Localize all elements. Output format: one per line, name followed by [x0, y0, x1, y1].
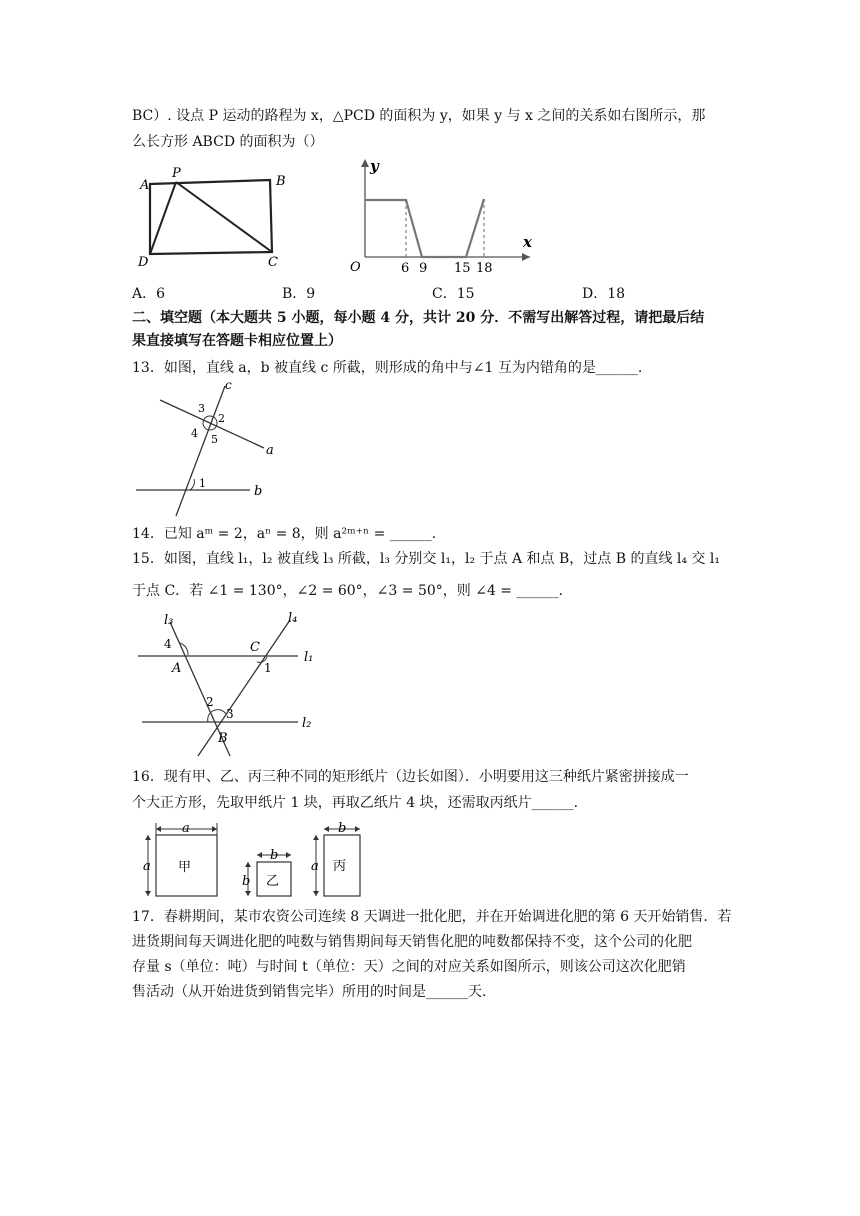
q16-figure	[135, 815, 375, 905]
graph-tick-15: 15	[454, 261, 471, 276]
graph-tick-18: 18	[476, 261, 493, 276]
fig16-yi-b-top: b	[270, 848, 279, 863]
q16-text-line1: 16．现有甲、乙、丙三种不同的矩形纸片（边长如图）．小明要用这三种纸片紧密拼接成一	[132, 769, 689, 785]
fig16-bing-label: 丙	[333, 859, 347, 874]
fig15-label-l4: l₄	[288, 611, 298, 626]
graph-label-x: x	[523, 233, 532, 251]
fig13-label-4: 4	[191, 427, 198, 440]
q12-option-a[interactable]: A．6	[132, 286, 166, 302]
fig15-label-b: B	[218, 731, 228, 746]
section2-heading-line2: 果直接填写在答题卡相应位置上）	[132, 333, 342, 349]
fig13-label-1: 1	[199, 477, 206, 490]
q12-text-line2: 么长方形 ABCD 的面积为（）	[132, 134, 324, 150]
fig15-label-l2: l₂	[302, 716, 312, 731]
fig15-label-1: 1	[264, 661, 272, 675]
graph-tick-9: 9	[419, 261, 428, 276]
q14-text: 14．已知 aᵐ = 2，aⁿ = 8，则 a²ᵐ⁺ⁿ = ______.	[132, 526, 437, 542]
q13-figure	[132, 380, 282, 520]
q17-text-line4: 售活动（从开始进货到销售完毕）所用的时间是______天.	[132, 984, 487, 1000]
q15-text-line2: 于点 C．若 ∠1 = 130°，∠2 = 60°，∠3 = 50°，则 ∠4 = ______.	[132, 583, 563, 599]
q17-text-line2: 进货期间每天调进化肥的吨数与销售期间每天销售化肥的吨数都保持不变，这个公司的化肥	[132, 934, 692, 950]
fig13-label-3: 3	[198, 402, 205, 415]
fig16-yi-b-side: b	[242, 874, 251, 889]
fig16-jia-label: 甲	[178, 860, 192, 875]
q12-option-c[interactable]: C．15	[432, 286, 475, 302]
fig15-label-l1: l₁	[304, 650, 314, 665]
rect-label-p: P	[172, 166, 181, 181]
q13-text: 13．如图，直线 a，b 被直线 c 所截，则形成的角中与∠1 互为内错角的是______.	[132, 360, 643, 376]
q12-graph-figure	[340, 155, 540, 275]
fig16-jia-a-top: a	[182, 821, 190, 836]
fig13-label-b: b	[254, 484, 263, 499]
q15-figure	[130, 610, 330, 760]
fig13-label-c: c	[225, 378, 232, 392]
fig13-label-a: a	[266, 443, 274, 458]
rect-label-a: A	[140, 178, 150, 193]
q15-text-line1: 15．如图，直线 l₁，l₂ 被直线 l₃ 所截，l₃ 分别交 l₁，l₂ 于点 A 和点 B，过点 B 的直线 l₄ 交 l₁	[132, 551, 720, 567]
fig13-label-2: 2	[218, 412, 225, 425]
q17-text-line3: 存量 s（单位：吨）与时间 t（单位：天）之间的对应关系如图所示，则该公司这次化肥销	[132, 959, 686, 975]
graph-label-y: y	[370, 157, 379, 175]
graph-tick-6: 6	[401, 261, 410, 276]
fig15-label-c: C	[250, 640, 260, 655]
q17-text-line1: 17．春耕期间，某市农资公司连续 8 天调进一批化肥，并在开始调进化肥的第 6 天开始销售．若	[132, 909, 732, 925]
q12-option-b[interactable]: B．9	[282, 286, 316, 302]
fig15-label-3: 3	[226, 707, 234, 721]
fig16-bing-b-top: b	[338, 821, 347, 836]
q12-text-line1: BC）. 设点 P 运动的路程为 x，△PCD 的面积为 y，如果 y 与 x 之间的关系如右图所示，那	[132, 108, 706, 124]
rect-label-b: B	[276, 174, 286, 189]
fig15-label-4: 4	[164, 637, 172, 651]
graph-label-o: O	[350, 260, 361, 275]
section2-heading-line1: 二、填空题（本大题共 5 小题，每小题 4 分，共计 20 分．不需写出解答过程，请把最后结	[132, 310, 705, 326]
rect-label-d: D	[138, 255, 149, 270]
fig15-label-2: 2	[206, 695, 214, 709]
q12-option-d[interactable]: D．18	[582, 286, 626, 302]
fig16-bing-a-side: a	[311, 859, 319, 874]
q12-rectangle-figure	[130, 162, 290, 272]
fig15-label-a: A	[172, 661, 182, 676]
fig16-jia-a-side: a	[143, 859, 151, 874]
q16-text-line2: 个大正方形，先取甲纸片 1 块，再取乙纸片 4 块，还需取丙纸片______.	[132, 795, 579, 811]
rect-label-c: C	[268, 255, 278, 270]
fig16-yi-label: 乙	[266, 874, 280, 889]
fig15-label-l3: l₃	[164, 613, 174, 628]
fig13-label-5: 5	[211, 433, 218, 446]
